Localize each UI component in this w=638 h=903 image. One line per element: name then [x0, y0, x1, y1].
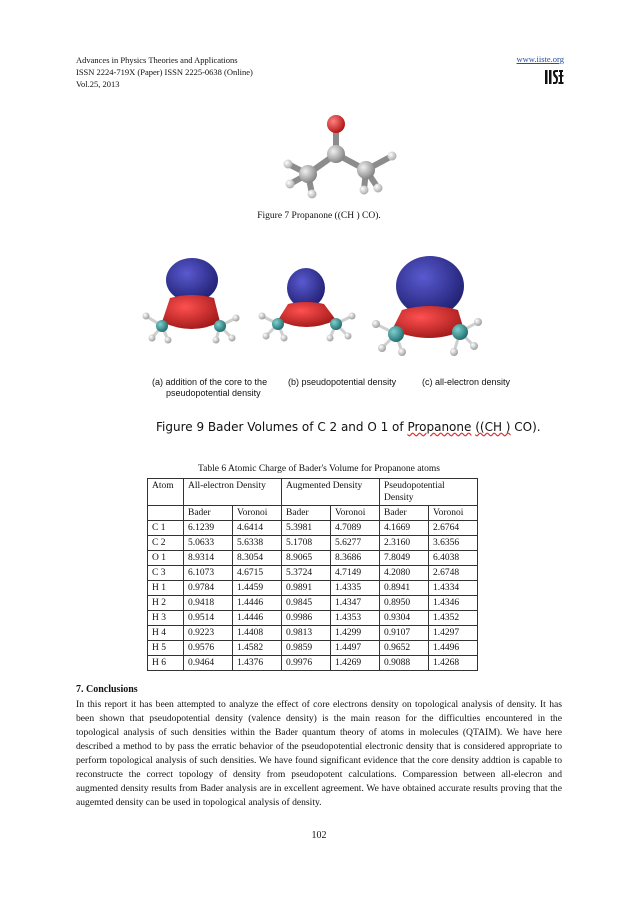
value-cell: 5.6338	[233, 536, 282, 551]
table-row	[148, 536, 478, 551]
hydrogen-atom	[388, 152, 397, 161]
journal-url-link[interactable]: www.iiste.org	[516, 54, 564, 64]
figure7-caption: Figure 7 Propanone ((CH ) CO).	[257, 211, 381, 221]
value-cell: 8.9314	[184, 551, 233, 566]
value-cell: 0.9845	[282, 596, 331, 611]
bader-volume-c	[372, 256, 482, 356]
journal-issn: ISSN 2224-719X (Paper) ISSN 2225-0638 (Online)	[76, 67, 253, 77]
section-heading: 7. Conclusions	[76, 684, 138, 695]
table-row	[148, 626, 478, 641]
value-cell: 7.8049	[380, 551, 429, 566]
value-cell: 0.9976	[282, 656, 331, 671]
value-cell: 0.9986	[282, 611, 331, 626]
table-body	[148, 521, 478, 671]
value-cell: 4.6414	[233, 521, 282, 536]
value-cell: 1.4347	[331, 596, 380, 611]
journal-volume: Vol.25, 2013	[76, 79, 120, 89]
value-cell: 5.1708	[282, 536, 331, 551]
hydrogen-atom	[360, 186, 369, 195]
value-cell: 0.9464	[184, 656, 233, 671]
column-header: Bader	[282, 506, 331, 521]
group-header: Augmented Density	[282, 479, 380, 506]
value-cell: 6.1073	[184, 566, 233, 581]
subfigure-b-label: (b) pseudopotential density	[288, 377, 397, 387]
table-row	[148, 641, 478, 656]
value-cell: 0.9304	[380, 611, 429, 626]
value-cell: 8.3686	[331, 551, 380, 566]
value-cell: 1.4335	[331, 581, 380, 596]
value-cell: 1.4446	[233, 596, 282, 611]
table-row	[148, 566, 478, 581]
value-cell: 1.4352	[429, 611, 478, 626]
hydrogen-atom	[374, 184, 383, 193]
value-cell: 4.7149	[331, 566, 380, 581]
value-cell: 1.4408	[233, 626, 282, 641]
value-cell: 0.9813	[282, 626, 331, 641]
bader-volume-a	[143, 258, 240, 344]
atom-cell: H 4	[148, 626, 184, 641]
subfigure-c-label: (c) all-electron density	[422, 377, 511, 387]
column-header: Voronoi	[331, 506, 380, 521]
atom-cell: H 2	[148, 596, 184, 611]
atom-cell: C 2	[148, 536, 184, 551]
value-cell: 0.9652	[380, 641, 429, 656]
value-cell: 4.2080	[380, 566, 429, 581]
value-cell: 0.9107	[380, 626, 429, 641]
atomic-charge-table	[147, 478, 478, 671]
value-cell: 1.4497	[331, 641, 380, 656]
value-cell: 6.1239	[184, 521, 233, 536]
group-header: Pseudopotential Density	[380, 479, 478, 506]
value-cell: 0.9088	[380, 656, 429, 671]
value-cell: 8.3054	[233, 551, 282, 566]
figure9-bader-volumes	[140, 254, 500, 372]
table-row	[148, 611, 478, 626]
column-header: Bader	[184, 506, 233, 521]
value-cell: 5.3724	[282, 566, 331, 581]
table-row	[148, 581, 478, 596]
group-header: All-electron Density	[184, 479, 282, 506]
value-cell: 1.4297	[429, 626, 478, 641]
figure9-caption-word: Propanone	[407, 420, 472, 434]
value-cell: 2.3160	[380, 536, 429, 551]
value-cell: 1.4446	[233, 611, 282, 626]
value-cell: 5.3981	[282, 521, 331, 536]
hydrogen-atom	[284, 160, 293, 169]
journal-header	[76, 54, 253, 90]
figure9-caption	[156, 420, 541, 434]
value-cell: 1.4496	[429, 641, 478, 656]
figure9-caption-suffix: CO).	[510, 420, 541, 434]
value-cell: 4.1669	[380, 521, 429, 536]
value-cell: 1.4459	[233, 581, 282, 596]
carbon-atom	[299, 165, 317, 183]
carbon-atom	[357, 161, 375, 179]
atom-cell: C 3	[148, 566, 184, 581]
value-cell: 3.6356	[429, 536, 478, 551]
carbon-atom	[327, 145, 345, 163]
figure9-caption-formula: ((CH )	[475, 420, 511, 434]
value-cell: 1.4334	[429, 581, 478, 596]
table6-caption: Table 6 Atomic Charge of Bader's Volume for Propanone atoms	[198, 464, 440, 474]
value-cell: 0.9418	[184, 596, 233, 611]
subfigure-a-label-line2: pseudopotential density	[166, 388, 261, 398]
value-cell: 2.6764	[429, 521, 478, 536]
oxygen-atom	[327, 115, 345, 133]
value-cell: 1.4299	[331, 626, 380, 641]
hydrogen-atom	[286, 180, 295, 189]
atom-cell: H 5	[148, 641, 184, 656]
empty-header-cell	[148, 506, 184, 521]
value-cell: 0.9514	[184, 611, 233, 626]
value-cell: 2.6748	[429, 566, 478, 581]
value-cell: 0.9784	[184, 581, 233, 596]
value-cell: 1.4353	[331, 611, 380, 626]
value-cell: 4.6715	[233, 566, 282, 581]
atom-cell: H 6	[148, 656, 184, 671]
value-cell: 5.0633	[184, 536, 233, 551]
value-cell: 6.4038	[429, 551, 478, 566]
figure9-caption-prefix: Figure 9 Bader Volumes of C 2 and O 1 of	[156, 420, 408, 434]
atom-cell: H 1	[148, 581, 184, 596]
atom-cell: H 3	[148, 611, 184, 626]
figure9-subfigure-labels	[152, 377, 510, 399]
value-cell: 8.9065	[282, 551, 331, 566]
value-cell: 0.9223	[184, 626, 233, 641]
value-cell: 4.7089	[331, 521, 380, 536]
value-cell: 5.6277	[331, 536, 380, 551]
hydrogen-atom	[308, 190, 317, 199]
figure7-propanone-molecule	[268, 108, 408, 208]
value-cell: 0.9891	[282, 581, 331, 596]
value-cell: 1.4269	[331, 656, 380, 671]
value-cell: 1.4268	[429, 656, 478, 671]
page-number: 102	[311, 830, 327, 841]
iiste-logo-icon	[544, 66, 564, 88]
atom-cell: C 1	[148, 521, 184, 536]
atom-cell: O 1	[148, 551, 184, 566]
journal-title: Advances in Physics Theories and Applications	[76, 55, 238, 65]
table-row	[148, 596, 478, 611]
value-cell: 0.8941	[380, 581, 429, 596]
value-cell: 0.8950	[380, 596, 429, 611]
atom-header: Atom	[148, 479, 184, 506]
value-cell: 0.9576	[184, 641, 233, 656]
value-cell: 1.4582	[233, 641, 282, 656]
value-cell: 1.4346	[429, 596, 478, 611]
value-cell: 0.9859	[282, 641, 331, 656]
table-row	[148, 551, 478, 566]
column-header: Voronoi	[429, 506, 478, 521]
column-header: Bader	[380, 506, 429, 521]
conclusions-paragraph: In this report it has been attempted to analyze the effect of core electrons density on topological analysis of density. It has been shown that pseudopotential density (valence density) is the main reason for the difficulties encountered in the topological analysis of such densities within the Bader quantum theory of atoms in molecules (QTAIM). We have here described a method to by pass the erratic behavior of the pseudopotential electronic density that is considered appropriate to perform topological analysis of such densities. We have found significant evidence that the core density addtion is capable to reconstructe the correct topology of density from pseudopotent calculations. Comparession between all-elecron and augmented density results from Bader analysis are in excellent agreement. We have obtained accurate results proving that the augemted density can be used in topological analysis of density.	[76, 699, 562, 808]
value-cell: 1.4376	[233, 656, 282, 671]
subfigure-a-label: (a) addition of the core to the	[152, 377, 268, 387]
table-row	[148, 521, 478, 536]
column-header: Voronoi	[233, 506, 282, 521]
bader-volume-b	[259, 268, 356, 342]
table-row	[148, 656, 478, 671]
